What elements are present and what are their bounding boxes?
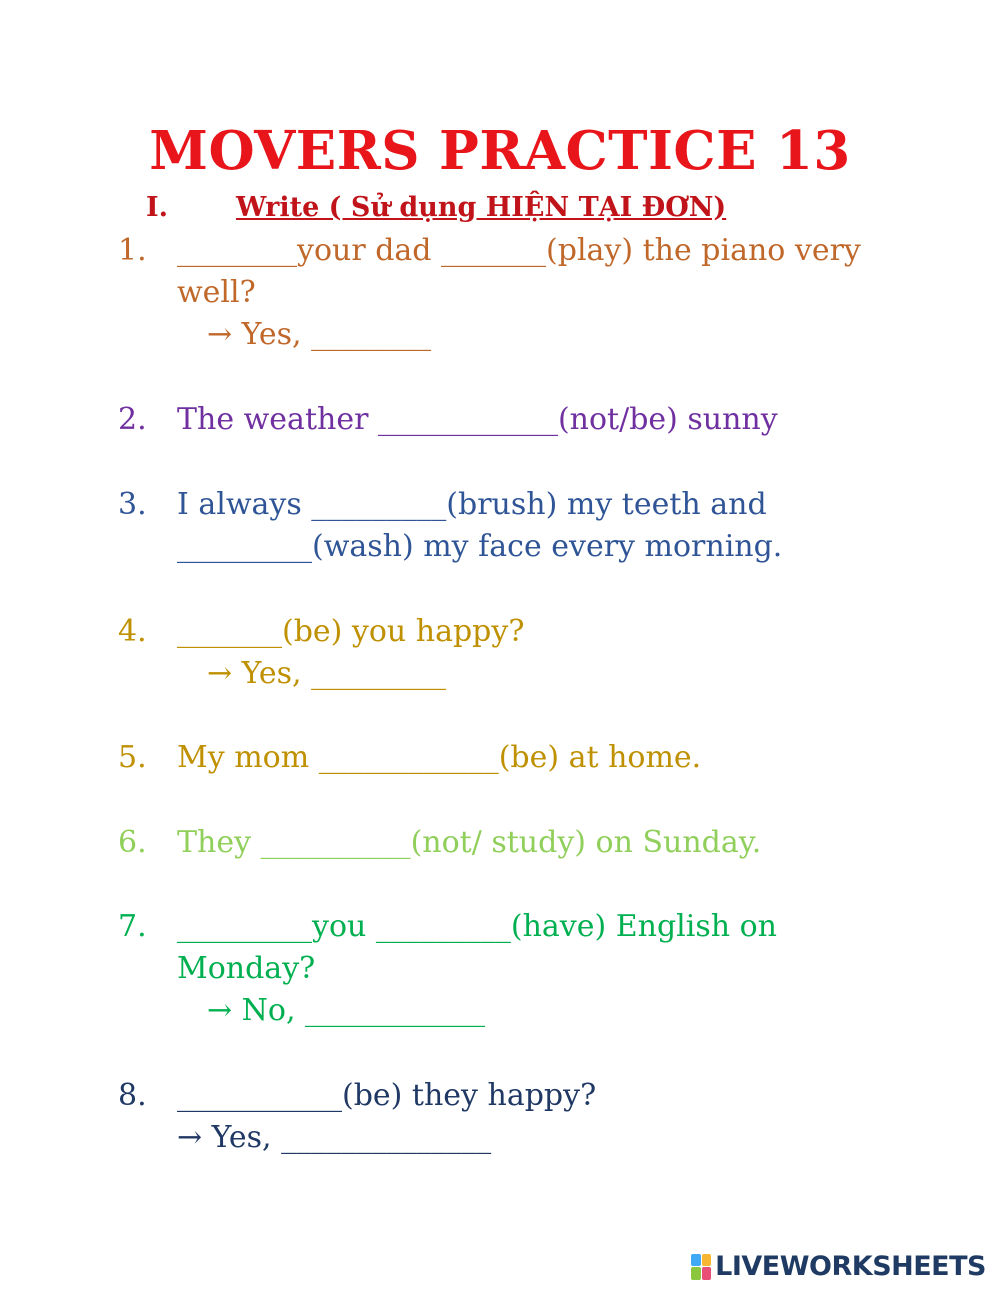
question-5 bbox=[118, 737, 888, 779]
answer-line: → No, ____________ bbox=[207, 993, 486, 1028]
question-number: 6. bbox=[118, 825, 147, 860]
question-prompt: _________you _________(have) English on Monday? bbox=[177, 909, 777, 986]
question-prompt: _______(be) you happy? bbox=[177, 614, 525, 649]
answer-line: → Yes, ______________ bbox=[177, 1120, 492, 1155]
question-6 bbox=[118, 822, 888, 864]
section-number: I. bbox=[146, 192, 169, 223]
question-3 bbox=[118, 484, 888, 568]
question-8 bbox=[118, 1075, 888, 1159]
question-prompt: I always _________(brush) my teeth and _________(wash) my face every morning. bbox=[177, 487, 783, 564]
question-number: 4. bbox=[118, 614, 147, 649]
question-number: 3. bbox=[118, 487, 147, 522]
question-text bbox=[177, 906, 888, 1032]
question-2 bbox=[118, 399, 888, 441]
logo-mark-icon bbox=[691, 1254, 711, 1280]
question-4 bbox=[118, 611, 888, 695]
question-1 bbox=[118, 230, 888, 356]
question-prompt: ________your dad _______(play) the piano very well? bbox=[177, 233, 861, 310]
question-prompt: My mom ____________(be) at home. bbox=[177, 740, 702, 775]
question-prompt: ___________(be) they happy? bbox=[177, 1078, 597, 1113]
answer-line: → Yes, _________ bbox=[207, 656, 447, 691]
page-title: MOVERS PRACTICE 13 bbox=[149, 120, 851, 182]
question-number: 5. bbox=[118, 740, 147, 775]
question-7 bbox=[118, 906, 888, 1032]
question-text bbox=[177, 1075, 888, 1159]
question-number: 7. bbox=[118, 909, 147, 944]
question-number: 2. bbox=[118, 402, 147, 437]
question-number: 8. bbox=[118, 1078, 147, 1113]
question-text bbox=[177, 611, 888, 695]
question-prompt: The weather ____________(not/be) sunny bbox=[177, 402, 778, 437]
answer-line: → Yes, ________ bbox=[207, 317, 432, 352]
liveworksheets-logo bbox=[691, 1251, 986, 1282]
logo-text: LIVEWORKSHEETS bbox=[715, 1251, 986, 1282]
question-prompt: They __________(not/ study) on Sunday. bbox=[177, 825, 762, 860]
section-header bbox=[146, 192, 726, 223]
section-heading: Write ( Sử dụng HIỆN TẠI ĐƠN) bbox=[236, 192, 727, 223]
question-text bbox=[177, 230, 888, 356]
question-number: 1. bbox=[118, 233, 147, 268]
